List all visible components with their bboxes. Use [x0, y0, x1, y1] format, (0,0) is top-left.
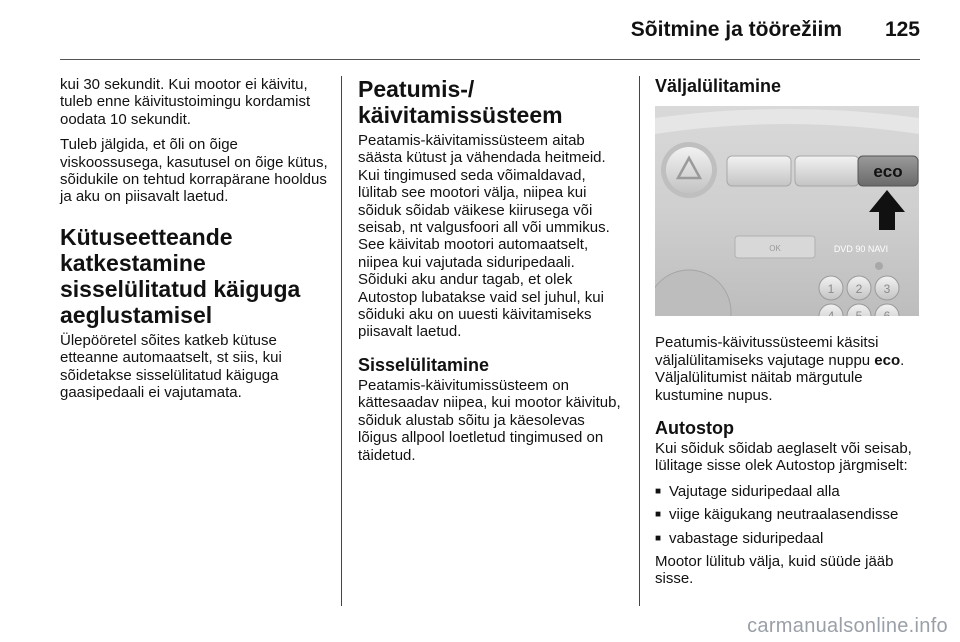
list-item-text: viige käigukang neutraalasendisse: [669, 506, 899, 524]
indicator-dot: [875, 262, 883, 270]
paragraph-engine-off: Mootor lülitub välja, kuid süüde jääb sisse.: [655, 553, 894, 588]
console-button-2: [795, 156, 859, 186]
column-1: [60, 76, 328, 409]
column-divider-2: [639, 76, 640, 606]
keypad-key-3-label: 3: [883, 282, 891, 296]
heading-fuel-cutoff: Kütuseetteande katkestamine sisselülitatud käiguga aeglustamisel: [60, 223, 301, 328]
paragraph-continuation: kui 30 sekundit. Kui mootor ei käivitu, tuleb enne käivitustoimingu kordamist oodata 10 sekundit.: [60, 76, 311, 128]
header-divider: [60, 59, 920, 60]
paragraph-fuel-cutoff: Ülepööretel sõites katkeb kütuse etteanne automaatselt, st siis, kui sõidetakse sisselülitatud käiguga gaasipedaali ei vajutamata.: [60, 331, 282, 402]
paragraph-activation: Peatamis-käivitumissüsteem on kättesaadav niipea, kui mootor käivitub, sõiduk alustab sõitu ja käesolevas lõigus allpool loetletud tingimused on täidetud.: [358, 376, 621, 464]
subheading-autostop: Autostop: [655, 418, 734, 439]
list-item: [655, 506, 923, 523]
running-head-title: Sõitmine ja töörežiim: [630, 18, 842, 41]
bullet-square-icon: ■: [655, 532, 662, 544]
paragraph-stop-start-intro: Peatamis-käivitamissüsteem aitab säästa kütust ja vähendada heitmeid. Kui tingimused seda võimaldavad, lülitab see mootori välja, niipea kui sõiduk sõidab väikese kiirusega või seisab, nt valgusfoori all või ummikus. See käivitab mootori automaatselt, niipea kui vajutada siduripedaali. Sõiduki aku andur tagab, et olek Autostop lubatakse vaid sel juhul, kui sõiduki aku on uuesti käivitamiseks piisavalt laetud.: [358, 132, 610, 341]
list-item: [655, 530, 923, 547]
deactivation-text-end: . Väljalülitumist näitab märgutule kustumine nupus.: [655, 351, 905, 404]
ok-button-label: OK: [769, 244, 781, 253]
list-item-text: vabastage siduripedaal: [669, 529, 824, 547]
watermark: carmanualsonline.info: [747, 615, 948, 637]
bullet-square-icon: ■: [655, 509, 662, 521]
eco-inline-label: eco: [874, 351, 901, 369]
paragraph-autostop: Kui sõiduk sõidab aeglaselt või seisab, lülitage sisse olek Autostop järgmiselt:: [655, 440, 912, 475]
keypad-key-2-label: 2: [855, 282, 863, 296]
list-item: [655, 483, 923, 500]
list-item-text: Vajutage siduripedaal alla: [669, 482, 840, 500]
keypad-key-1-label: 1: [827, 282, 835, 296]
paragraph-deactivation: [655, 334, 923, 404]
subheading-activation: Sisselülitamine: [358, 354, 490, 375]
navi-label: DVD 90 NAVI: [833, 244, 889, 254]
keypad-key-4-label: 4: [827, 309, 835, 316]
subheading-deactivation: Väljalülitamine: [655, 76, 782, 96]
paragraph-oil-fuel: Tuleb jälgida, et õli on õige viskoossusega, kasutusel on õige kütus, sõidukile on tehtud korrapärane hooldus ja aku on piisavalt laetud.: [60, 136, 328, 206]
console-button-1: [727, 156, 791, 186]
column-2: [358, 76, 626, 472]
keypad-key-5-label: 5: [855, 309, 863, 316]
page-number: 125: [884, 18, 920, 41]
keypad-key-6-label: 6: [883, 309, 891, 316]
eco-button-figure: [655, 106, 919, 316]
heading-stop-start-system: Peatumis-/ käivitamissüsteem: [358, 76, 563, 128]
column-divider-1: [341, 76, 342, 606]
bullet-square-icon: ■: [655, 485, 662, 497]
column-3: [655, 76, 923, 596]
eco-button-label: eco: [873, 162, 903, 181]
deactivation-text-start: Peatumis-käivitussüsteemi käsitsi väljalülitamiseks vajutage nuppu: [655, 334, 879, 369]
hazard-button: [666, 147, 712, 193]
